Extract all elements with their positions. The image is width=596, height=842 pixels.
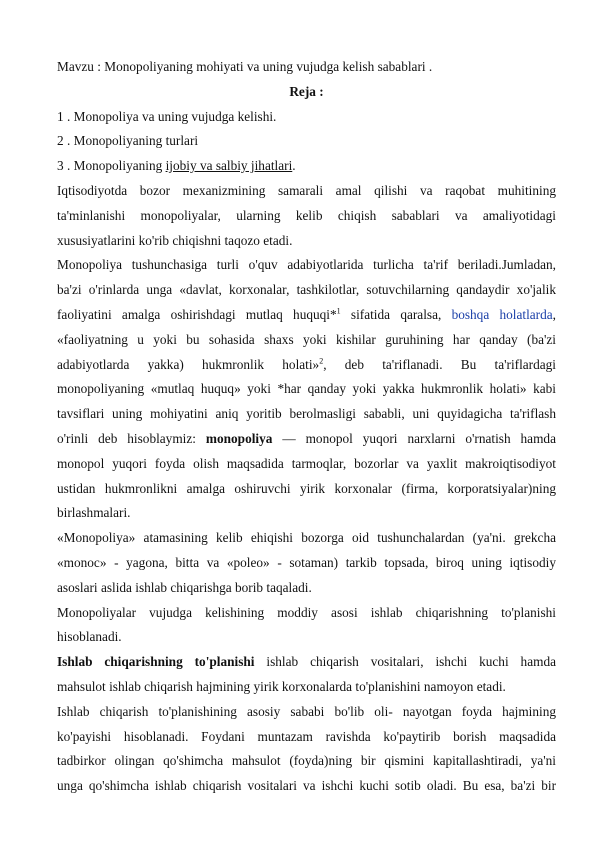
document-page [57, 55, 556, 799]
topic-title: Monopoliyaning mohiyati va uning vujudga kelish sabablari . [104, 59, 433, 74]
paragraph-6-line: tadbirkor olingan qo'shimcha mahsulot (foyda)ning bir qismini kapitallashtiradi, ya'ni [57, 753, 556, 769]
paragraph-2-line [57, 303, 556, 328]
ishlab-chiqarish-term: Ishlab chiqarishning to'planishi [57, 654, 255, 670]
plan-item-3-suffix: . [292, 158, 296, 174]
paragraph-1-line: xususiyatlarini ko'rib chiqishni taqozo etadi. [57, 232, 293, 248]
paragraph-6 [57, 700, 556, 799]
plan-item-1: 1 . Monopoliya va uning vujudga kelishi. [57, 108, 277, 124]
paragraph-3-line: «monoc» - yagona, bitta va «poleo» - sotaman) tarkib topsada, biroq uning iqtisodiy [57, 554, 556, 570]
paragraph-1 [57, 179, 556, 253]
monopoliya-term: monopoliya [205, 430, 273, 446]
topic-label: Mavzu : [57, 59, 101, 74]
p2-l8-rest: — monopol yuqori narxlarni o'rnatish hamda [272, 430, 556, 446]
plan-item-3-prefix: 3 . Monopoliyaning [57, 158, 166, 174]
paragraph-4-line: hisoblanadi. [57, 629, 122, 645]
paragraph-3-line: asoslari aslida ishlab chiqarishga borib taqaladi. [57, 579, 312, 595]
p2-l3-end: , [552, 306, 556, 322]
plan-item-3 [57, 154, 556, 179]
paragraph-5-line: mahsulot ishlab chiqarish hajmining yirik korxonalarda to'planishini namoyon etadi. [57, 678, 506, 694]
paragraph-2-line: birlashmalari. [57, 505, 131, 521]
paragraph-5 [57, 650, 556, 700]
p2-l5-rest: , deb ta'riflanadi. Bu ta'riflardagi [323, 356, 556, 372]
paragraph-2-line: monopoliyaning «mutlaq huquq» yoki *har qanday yoki yakka hukmronlik holati» kabi [57, 381, 556, 397]
paragraph-3-line: «Monopoliya» atamasining kelib ehiqishi bozorga oid tushunchalardan (ya'ni. grekcha [57, 530, 556, 546]
plan-heading: Reja : [289, 83, 324, 99]
paragraph-2-line: «faoliyatning u yoki bu sohasida shaxs yoki kishilar guruhining har qanday (ba'zi [57, 331, 556, 347]
plan-item-2: 2 . Monopoliyaning turlari [57, 133, 199, 149]
paragraph-1-line: Iqtisodiyotda bozor mexanizmining samarali amal qilishi va raqobat muhitining [57, 182, 556, 198]
topic-line [57, 55, 556, 80]
paragraph-6-line: unga qo'shimcha ishlab chiqarish vositalari va ishchi kuchi sotib oladi. Bu esa, ba'zi bir [57, 778, 556, 794]
paragraph-2 [57, 253, 556, 526]
paragraph-2-line: Monopoliya tushunchasiga turli o'quv adabiyotlarida turlicha ta'rif beriladi.Jumladan, [57, 257, 556, 273]
footnote-ref-2[interactable]: 2 [319, 356, 324, 366]
p2-l3-text: faoliyatini amalga oshirishdagi mutlaq huquqi* [57, 306, 337, 322]
paragraph-2-line [57, 427, 556, 452]
paragraph-5-line [57, 650, 556, 675]
paragraph-2-line: tavsiflari uning mohiyatini aniq yoritib berolmasligi sababli, uni quyidagicha ta'riflash [57, 406, 556, 422]
p5-l1-rest: ishlab chiqarish vositalari, ishchi kuchi hamda [254, 654, 557, 670]
paragraph-2-line: ba'zi o'rinlarda unga «davlat, korxonalar, tashkilotlar, sotuvchilarning qandaydir xo'jalik [57, 282, 556, 298]
paragraph-2-line: ustidan hukmronlikni amalga oshiruvchi yirik korxonalar (firma, korporatsiyalar)ning [57, 480, 556, 496]
paragraph-6-line: Ishlab chiqarish to'planishining asosiy sababi bo'lib oli- nayotgan foyda hajmining [57, 703, 556, 719]
footnote-ref-1[interactable]: 1 [336, 306, 341, 316]
p2-l5-text: adabiyotlarda yakka) hukmronlik holati» [57, 356, 320, 372]
boshqa-holatlarda-link[interactable]: boshqa holatlarda [451, 306, 553, 322]
plan-item-3-underlined: ijobiy va salbiy jihatlari [165, 158, 293, 174]
paragraph-4-line: Monopoliyalar vujudga kelishining moddiy asosi ishlab chiqarishning to'planishi [57, 604, 556, 620]
paragraph-6-line: ko'payishi hisoblanadi. Foydani muntazam ravishda ko'paytirib borish maqsadida [57, 728, 556, 744]
paragraph-2-line [57, 353, 556, 378]
paragraph-1-line: ta'minlanishi monopoliyalar, ularning kelib chiqish sabablari va amaliyotidagi [57, 207, 556, 223]
paragraph-3 [57, 526, 556, 600]
p2-l3-mid: sifatida qaralsa, [340, 306, 452, 322]
paragraph-4 [57, 601, 556, 651]
p2-l8-text: o'rinli deb hisoblaymiz: [57, 430, 206, 446]
paragraph-2-line: monopol yuqori foyda olish maqsadida tarmoqlar, bozorlar va yaxlit makroiqtisodiyot [57, 455, 556, 471]
